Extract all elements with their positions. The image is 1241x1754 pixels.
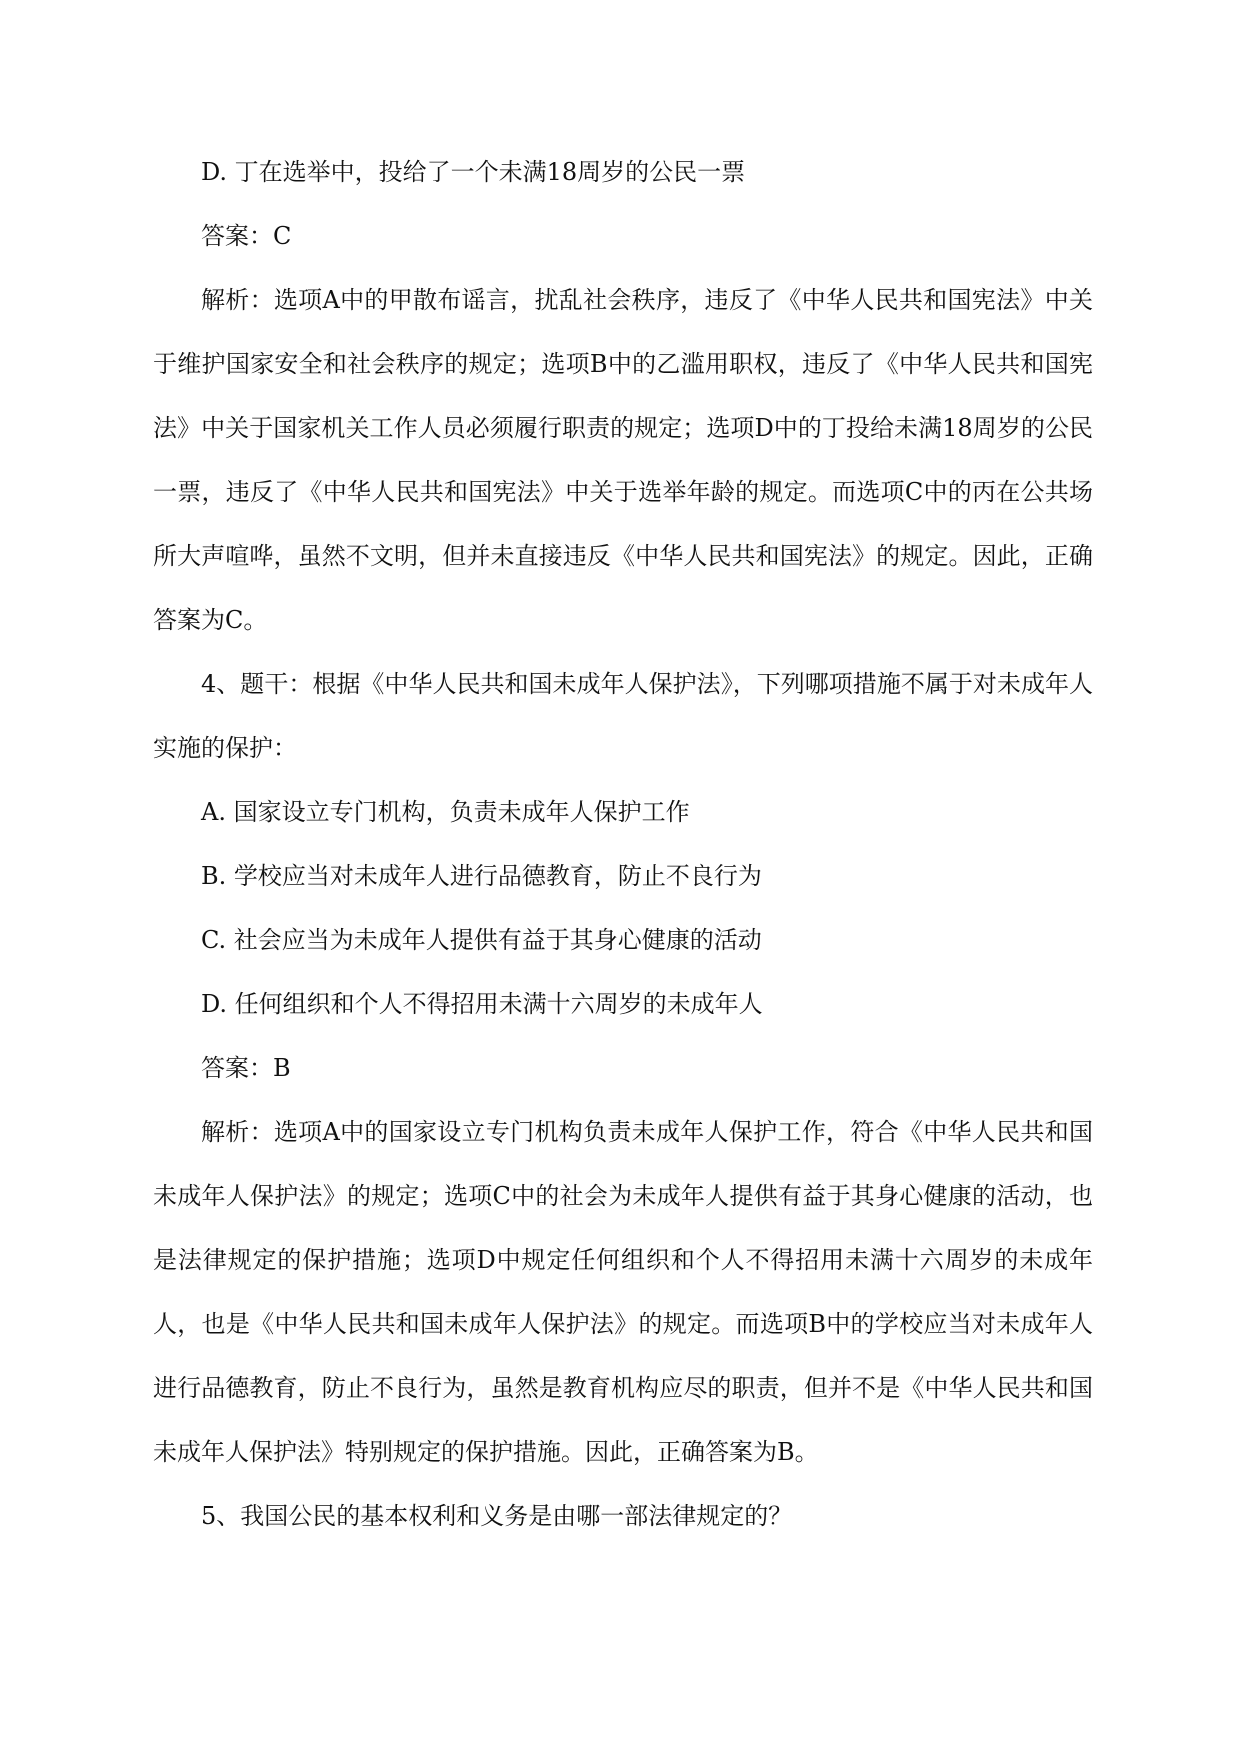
option-c-q4: C. 社会应当为未成年人提供有益于其身心健康的活动	[201, 926, 762, 954]
explanation-q3: 解析：选项A中的甲散布谣言，扰乱社会秩序，违反了《中华人民共和国宪法》中关于维护国家安全和社会秩序的规定；选项B中的乙滥用职权，违反了《中华人民共和国宪法》中关于国家机关工作人员必须履行职责的规定；选项D中的丁投给未满18周岁的公民一票，违反了《中华人民共和国宪法》中关于选举年龄的规定。而选项C中的丙在公共场所大声喧哗，虽然不文明，但并未直接违反《中华人民共和国宪法》的规定。因此，正确答案为C。	[153, 286, 1093, 634]
option-d-q3: D. 丁在选举中，投给了一个未满18周岁的公民一票	[201, 158, 746, 186]
document-body	[153, 140, 1093, 1548]
explanation-q4: 解析：选项A中的国家设立专门机构负责未成年人保护工作，符合《中华人民共和国未成年人保护法》的规定；选项C中的社会为未成年人提供有益于其身心健康的活动，也是法律规定的保护措施；选项D中规定任何组织和个人不得招用未满十六周岁的未成年人，也是《中华人民共和国未成年人保护法》的规定。而选项B中的学校应当对未成年人进行品德教育，防止不良行为，虽然是教育机构应尽的职责，但并不是《中华人民共和国未成年人保护法》特别规定的保护措施。因此，正确答案为B。	[153, 1118, 1093, 1466]
answer-q4: 答案：B	[201, 1054, 291, 1082]
answer-q3: 答案：C	[201, 222, 292, 250]
option-a-q4: A. 国家设立专门机构，负责未成年人保护工作	[201, 798, 690, 826]
question-4: 4、题干：根据《中华人民共和国未成年人保护法》，下列哪项措施不属于对未成年人实施的保护：	[153, 670, 1093, 762]
question-5: 5、我国公民的基本权利和义务是由哪一部法律规定的？	[201, 1502, 793, 1530]
option-b-q4: B. 学校应当对未成年人进行品德教育，防止不良行为	[201, 862, 762, 890]
option-d-q4: D. 任何组织和个人不得招用未满十六周岁的未成年人	[201, 990, 763, 1018]
